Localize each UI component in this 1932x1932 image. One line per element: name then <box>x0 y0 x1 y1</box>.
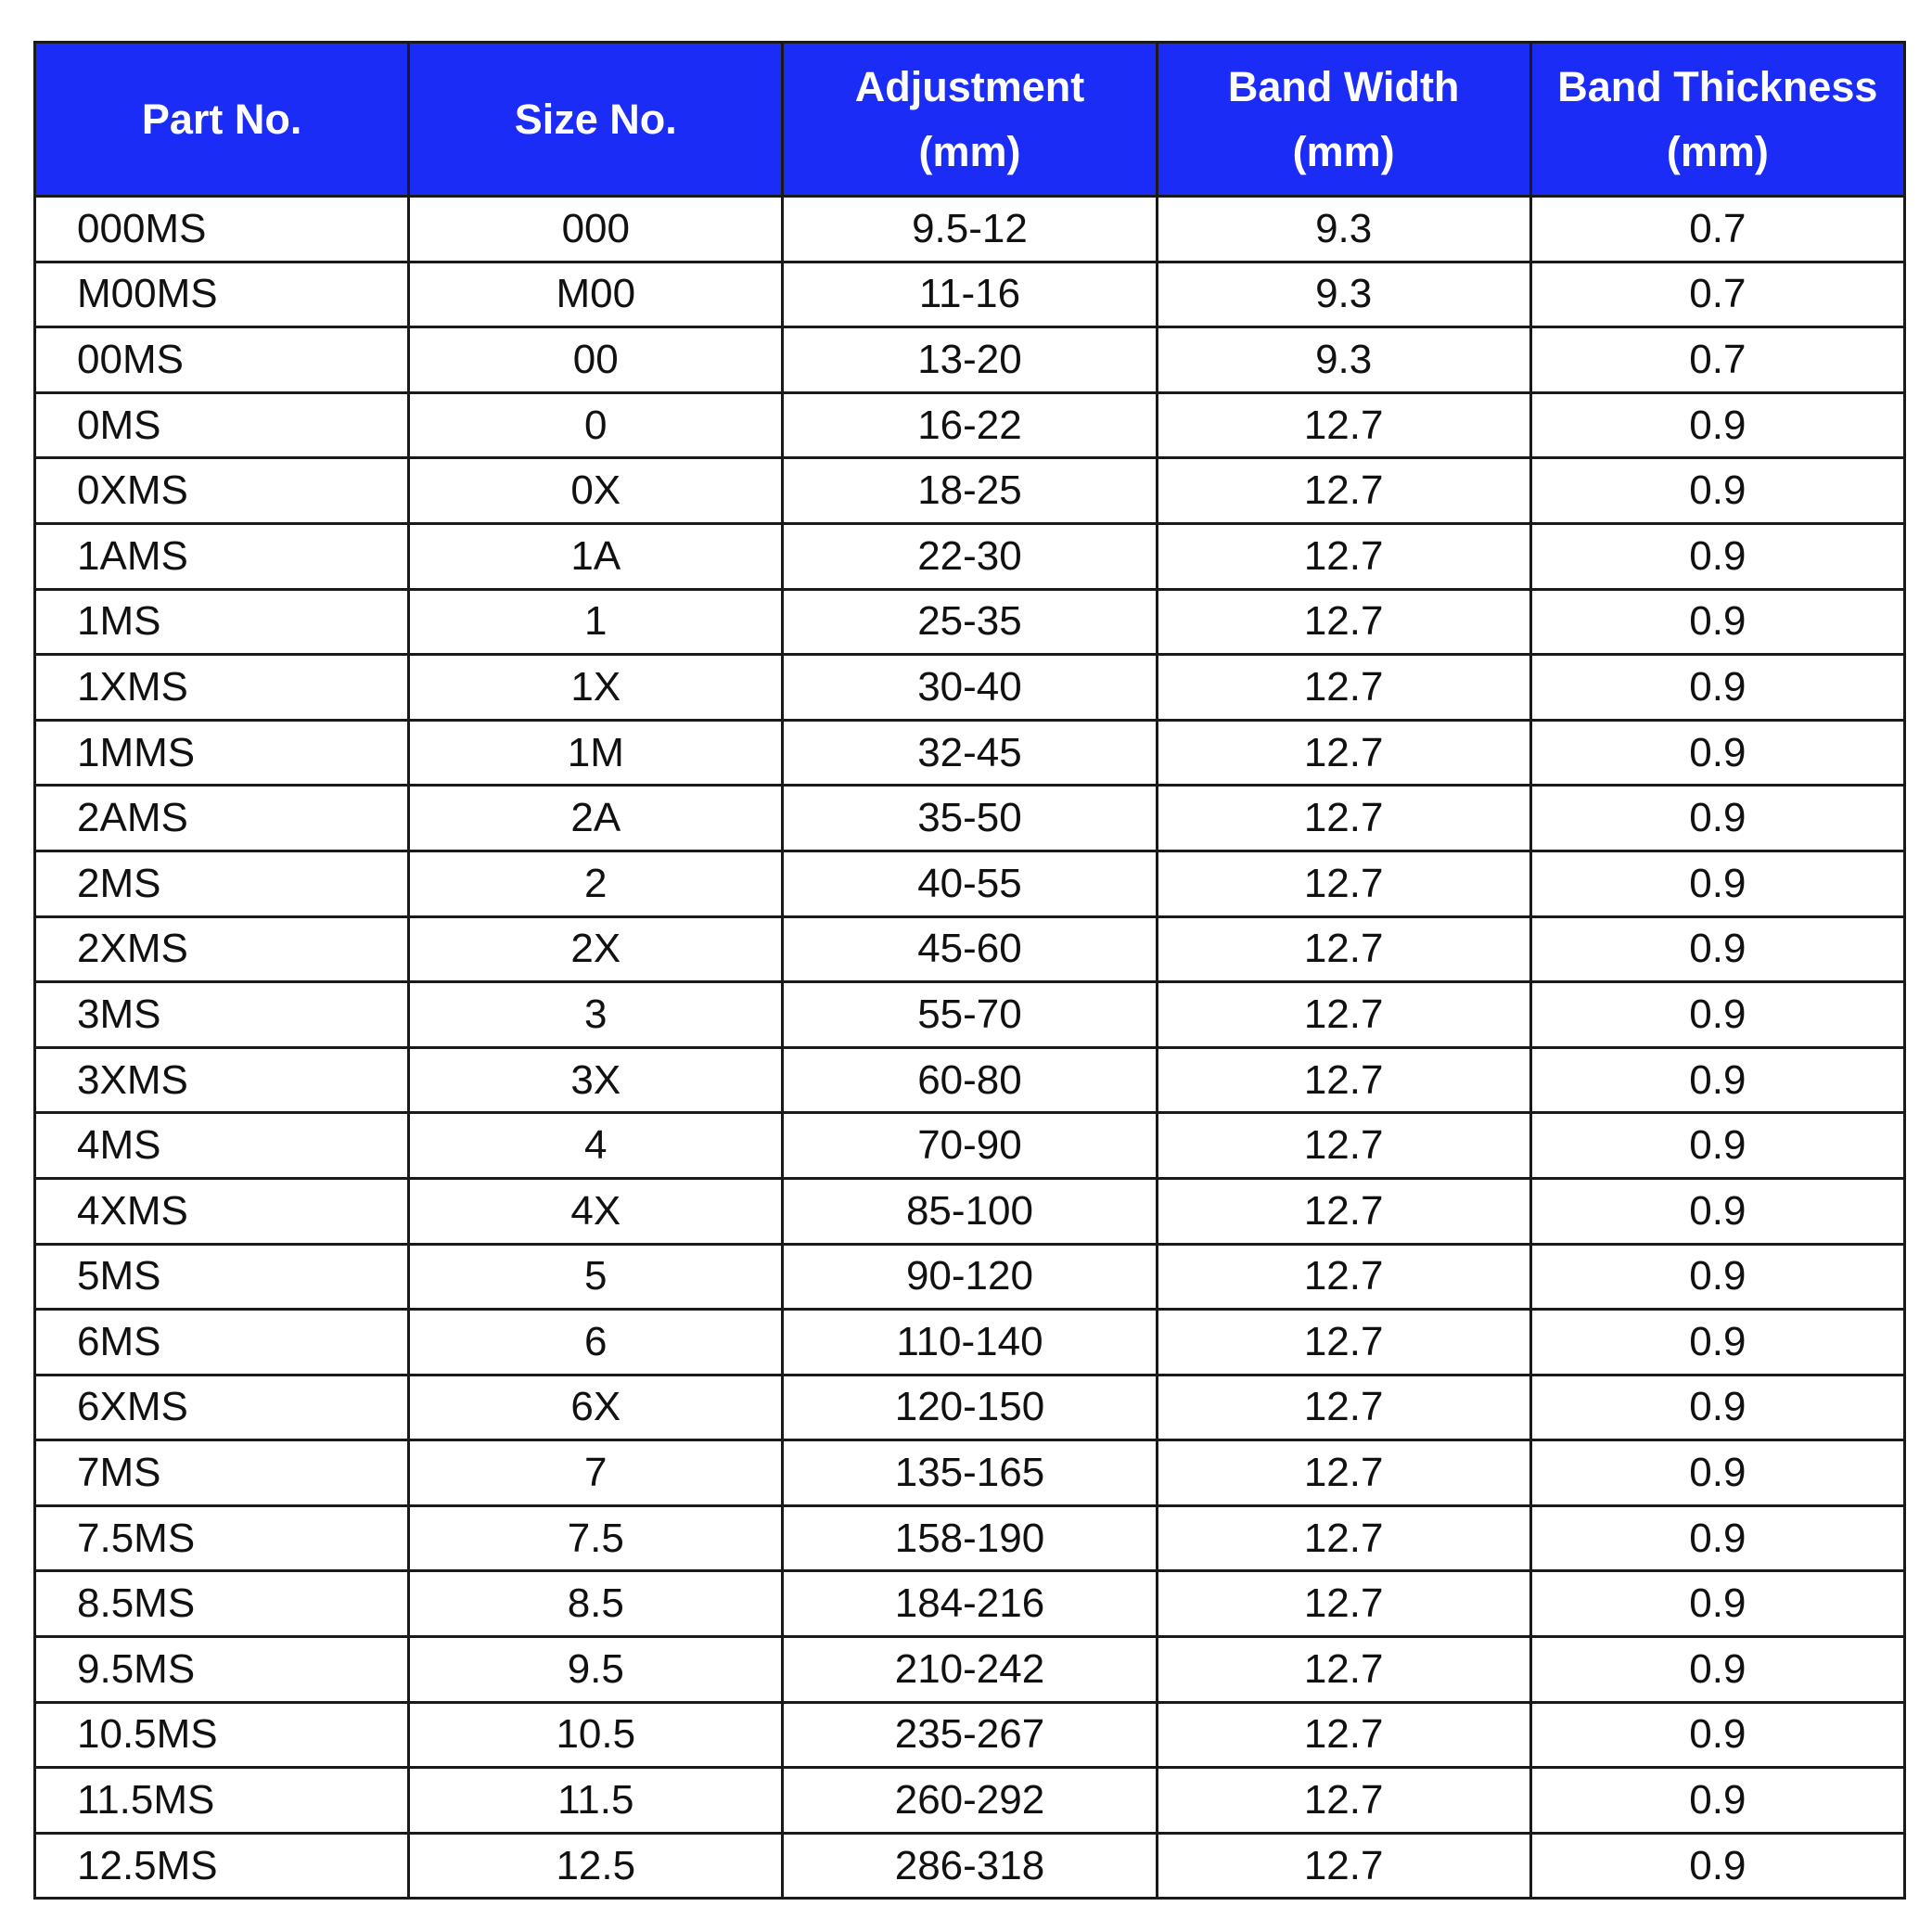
cell-band-thickness: 0.9 <box>1530 1505 1904 1571</box>
table-row <box>35 1310 1905 1375</box>
cell-band-thickness: 0.7 <box>1530 327 1904 393</box>
cell-adjustment: 210-242 <box>783 1637 1157 1703</box>
cell-band-width: 12.7 <box>1157 1310 1530 1375</box>
table-row <box>35 1047 1905 1113</box>
header-band-width-line: Band Width <box>1227 62 1460 110</box>
cell-band-thickness: 0.9 <box>1530 1637 1904 1703</box>
cell-part-no: 6MS <box>35 1310 409 1375</box>
cell-band-thickness: 0.9 <box>1530 786 1904 851</box>
cell-band-thickness: 0.7 <box>1530 197 1904 262</box>
header-band-thickness <box>1530 43 1904 197</box>
cell-band-thickness: 0.9 <box>1530 1768 1904 1834</box>
cell-size-no: 5 <box>409 1244 783 1310</box>
cell-band-thickness: 0.9 <box>1530 1440 1904 1506</box>
cell-adjustment: 16-22 <box>783 392 1157 458</box>
cell-adjustment: 260-292 <box>783 1768 1157 1834</box>
table-row <box>35 589 1905 655</box>
table-row <box>35 1702 1905 1768</box>
cell-band-width: 12.7 <box>1157 1178 1530 1244</box>
cell-band-width: 12.7 <box>1157 392 1530 458</box>
cell-band-thickness: 0.9 <box>1530 1702 1904 1768</box>
cell-band-thickness: 0.9 <box>1530 589 1904 655</box>
cell-part-no: 1MS <box>35 589 409 655</box>
cell-band-width: 12.7 <box>1157 916 1530 982</box>
cell-band-width: 12.7 <box>1157 1768 1530 1834</box>
cell-part-no: 000MS <box>35 197 409 262</box>
cell-band-thickness: 0.9 <box>1530 916 1904 982</box>
cell-band-width: 12.7 <box>1157 1244 1530 1310</box>
cell-band-thickness: 0.9 <box>1530 1375 1904 1440</box>
table-row <box>35 786 1905 851</box>
table-row <box>35 1768 1905 1834</box>
cell-adjustment: 45-60 <box>783 916 1157 982</box>
cell-size-no: 4 <box>409 1113 783 1179</box>
cell-band-width: 12.7 <box>1157 1505 1530 1571</box>
cell-size-no: 2A <box>409 786 783 851</box>
cell-band-width: 12.7 <box>1157 589 1530 655</box>
cell-adjustment: 22-30 <box>783 523 1157 589</box>
table-row <box>35 1244 1905 1310</box>
cell-part-no: 10.5MS <box>35 1702 409 1768</box>
cell-size-no: 2 <box>409 851 783 916</box>
cell-band-width: 12.7 <box>1157 851 1530 916</box>
spec-table <box>33 41 1906 1900</box>
cell-size-no: 10.5 <box>409 1702 783 1768</box>
cell-size-no: 1A <box>409 523 783 589</box>
cell-band-thickness: 0.9 <box>1530 458 1904 524</box>
cell-band-thickness: 0.9 <box>1530 1244 1904 1310</box>
cell-size-no: 8.5 <box>409 1571 783 1637</box>
cell-band-width: 12.7 <box>1157 1375 1530 1440</box>
cell-size-no: 9.5 <box>409 1637 783 1703</box>
header-adjustment-line: (mm) <box>918 127 1021 175</box>
cell-adjustment: 90-120 <box>783 1244 1157 1310</box>
cell-adjustment: 18-25 <box>783 458 1157 524</box>
cell-part-no: 1AMS <box>35 523 409 589</box>
cell-part-no: 2AMS <box>35 786 409 851</box>
cell-size-no: 6 <box>409 1310 783 1375</box>
cell-adjustment: 13-20 <box>783 327 1157 393</box>
cell-part-no: 1MMS <box>35 720 409 786</box>
table-row <box>35 1833 1905 1899</box>
table-row <box>35 1505 1905 1571</box>
cell-part-no: 9.5MS <box>35 1637 409 1703</box>
cell-part-no: 11.5MS <box>35 1768 409 1834</box>
cell-adjustment: 135-165 <box>783 1440 1157 1506</box>
table-row <box>35 327 1905 393</box>
cell-band-width: 9.3 <box>1157 197 1530 262</box>
table-row <box>35 1637 1905 1703</box>
cell-band-thickness: 0.9 <box>1530 1113 1904 1179</box>
cell-band-width: 12.7 <box>1157 655 1530 721</box>
table-row <box>35 1440 1905 1506</box>
cell-part-no: 2XMS <box>35 916 409 982</box>
cell-band-thickness: 0.9 <box>1530 1571 1904 1637</box>
header-adjustment-line: Adjustment <box>854 62 1085 110</box>
cell-adjustment: 32-45 <box>783 720 1157 786</box>
cell-size-no: 4X <box>409 1178 783 1244</box>
table-row <box>35 1113 1905 1179</box>
cell-band-width: 12.7 <box>1157 458 1530 524</box>
cell-adjustment: 235-267 <box>783 1702 1157 1768</box>
cell-adjustment: 286-318 <box>783 1833 1157 1899</box>
cell-band-width: 12.7 <box>1157 720 1530 786</box>
cell-adjustment: 60-80 <box>783 1047 1157 1113</box>
cell-size-no: 3 <box>409 982 783 1048</box>
cell-adjustment: 11-16 <box>783 262 1157 327</box>
table-header <box>35 43 1905 197</box>
cell-band-thickness: 0.9 <box>1530 982 1904 1048</box>
table-row <box>35 916 1905 982</box>
cell-part-no: 1XMS <box>35 655 409 721</box>
cell-part-no: 4XMS <box>35 1178 409 1244</box>
table-row <box>35 655 1905 721</box>
cell-part-no: M00MS <box>35 262 409 327</box>
header-row <box>35 43 1905 197</box>
header-adjustment <box>783 43 1157 197</box>
header-band-width <box>1157 43 1530 197</box>
cell-adjustment: 55-70 <box>783 982 1157 1048</box>
cell-band-thickness: 0.7 <box>1530 262 1904 327</box>
cell-band-thickness: 0.9 <box>1530 392 1904 458</box>
cell-band-width: 12.7 <box>1157 1702 1530 1768</box>
cell-band-thickness: 0.9 <box>1530 1047 1904 1113</box>
cell-part-no: 0XMS <box>35 458 409 524</box>
cell-band-width: 9.3 <box>1157 327 1530 393</box>
cell-adjustment: 25-35 <box>783 589 1157 655</box>
cell-band-thickness: 0.9 <box>1530 851 1904 916</box>
table-row <box>35 851 1905 916</box>
cell-band-thickness: 0.9 <box>1530 523 1904 589</box>
cell-size-no: 7.5 <box>409 1505 783 1571</box>
header-band-width-line: (mm) <box>1292 127 1395 175</box>
cell-adjustment: 120-150 <box>783 1375 1157 1440</box>
cell-part-no: 6XMS <box>35 1375 409 1440</box>
cell-size-no: 7 <box>409 1440 783 1506</box>
cell-size-no: 00 <box>409 327 783 393</box>
header-part-no-line: Part No. <box>141 95 302 143</box>
cell-band-thickness: 0.9 <box>1530 1310 1904 1375</box>
cell-band-width: 12.7 <box>1157 1113 1530 1179</box>
cell-band-width: 12.7 <box>1157 1833 1530 1899</box>
cell-part-no: 0MS <box>35 392 409 458</box>
cell-part-no: 5MS <box>35 1244 409 1310</box>
cell-adjustment: 30-40 <box>783 655 1157 721</box>
header-band-thickness-line: Band Thickness <box>1557 62 1878 110</box>
cell-band-width: 12.7 <box>1157 1047 1530 1113</box>
table-row <box>35 982 1905 1048</box>
cell-size-no: 12.5 <box>409 1833 783 1899</box>
table-row <box>35 458 1905 524</box>
cell-adjustment: 184-216 <box>783 1571 1157 1637</box>
cell-size-no: 000 <box>409 197 783 262</box>
cell-part-no: 00MS <box>35 327 409 393</box>
cell-band-width: 12.7 <box>1157 1571 1530 1637</box>
cell-adjustment: 158-190 <box>783 1505 1157 1571</box>
header-band-thickness-line: (mm) <box>1666 127 1769 175</box>
table-row <box>35 720 1905 786</box>
cell-part-no: 3MS <box>35 982 409 1048</box>
cell-part-no: 8.5MS <box>35 1571 409 1637</box>
cell-band-thickness: 0.9 <box>1530 1178 1904 1244</box>
cell-size-no: 6X <box>409 1375 783 1440</box>
cell-adjustment: 35-50 <box>783 786 1157 851</box>
cell-size-no: 3X <box>409 1047 783 1113</box>
table-row <box>35 197 1905 262</box>
cell-part-no: 12.5MS <box>35 1833 409 1899</box>
table-row <box>35 1178 1905 1244</box>
cell-adjustment: 110-140 <box>783 1310 1157 1375</box>
cell-adjustment: 70-90 <box>783 1113 1157 1179</box>
cell-size-no: 2X <box>409 916 783 982</box>
cell-size-no: 1M <box>409 720 783 786</box>
cell-band-thickness: 0.9 <box>1530 1833 1904 1899</box>
cell-part-no: 4MS <box>35 1113 409 1179</box>
cell-size-no: 0 <box>409 392 783 458</box>
cell-size-no: M00 <box>409 262 783 327</box>
cell-adjustment: 40-55 <box>783 851 1157 916</box>
cell-part-no: 7.5MS <box>35 1505 409 1571</box>
cell-band-width: 12.7 <box>1157 1637 1530 1703</box>
table-body <box>35 197 1905 1899</box>
table-row <box>35 392 1905 458</box>
header-size-no <box>409 43 783 197</box>
cell-part-no: 7MS <box>35 1440 409 1506</box>
cell-band-thickness: 0.9 <box>1530 655 1904 721</box>
cell-band-width: 12.7 <box>1157 982 1530 1048</box>
header-size-no-line: Size No. <box>514 95 677 143</box>
cell-size-no: 1X <box>409 655 783 721</box>
cell-size-no: 1 <box>409 589 783 655</box>
cell-size-no: 11.5 <box>409 1768 783 1834</box>
cell-adjustment: 9.5-12 <box>783 197 1157 262</box>
header-part-no <box>35 43 409 197</box>
cell-part-no: 2MS <box>35 851 409 916</box>
cell-band-width: 12.7 <box>1157 786 1530 851</box>
table-row <box>35 523 1905 589</box>
cell-part-no: 3XMS <box>35 1047 409 1113</box>
table-row <box>35 262 1905 327</box>
cell-band-thickness: 0.9 <box>1530 720 1904 786</box>
cell-adjustment: 85-100 <box>783 1178 1157 1244</box>
cell-band-width: 12.7 <box>1157 1440 1530 1506</box>
cell-size-no: 0X <box>409 458 783 524</box>
table-row <box>35 1571 1905 1637</box>
table-row <box>35 1375 1905 1440</box>
cell-band-width: 9.3 <box>1157 262 1530 327</box>
cell-band-width: 12.7 <box>1157 523 1530 589</box>
